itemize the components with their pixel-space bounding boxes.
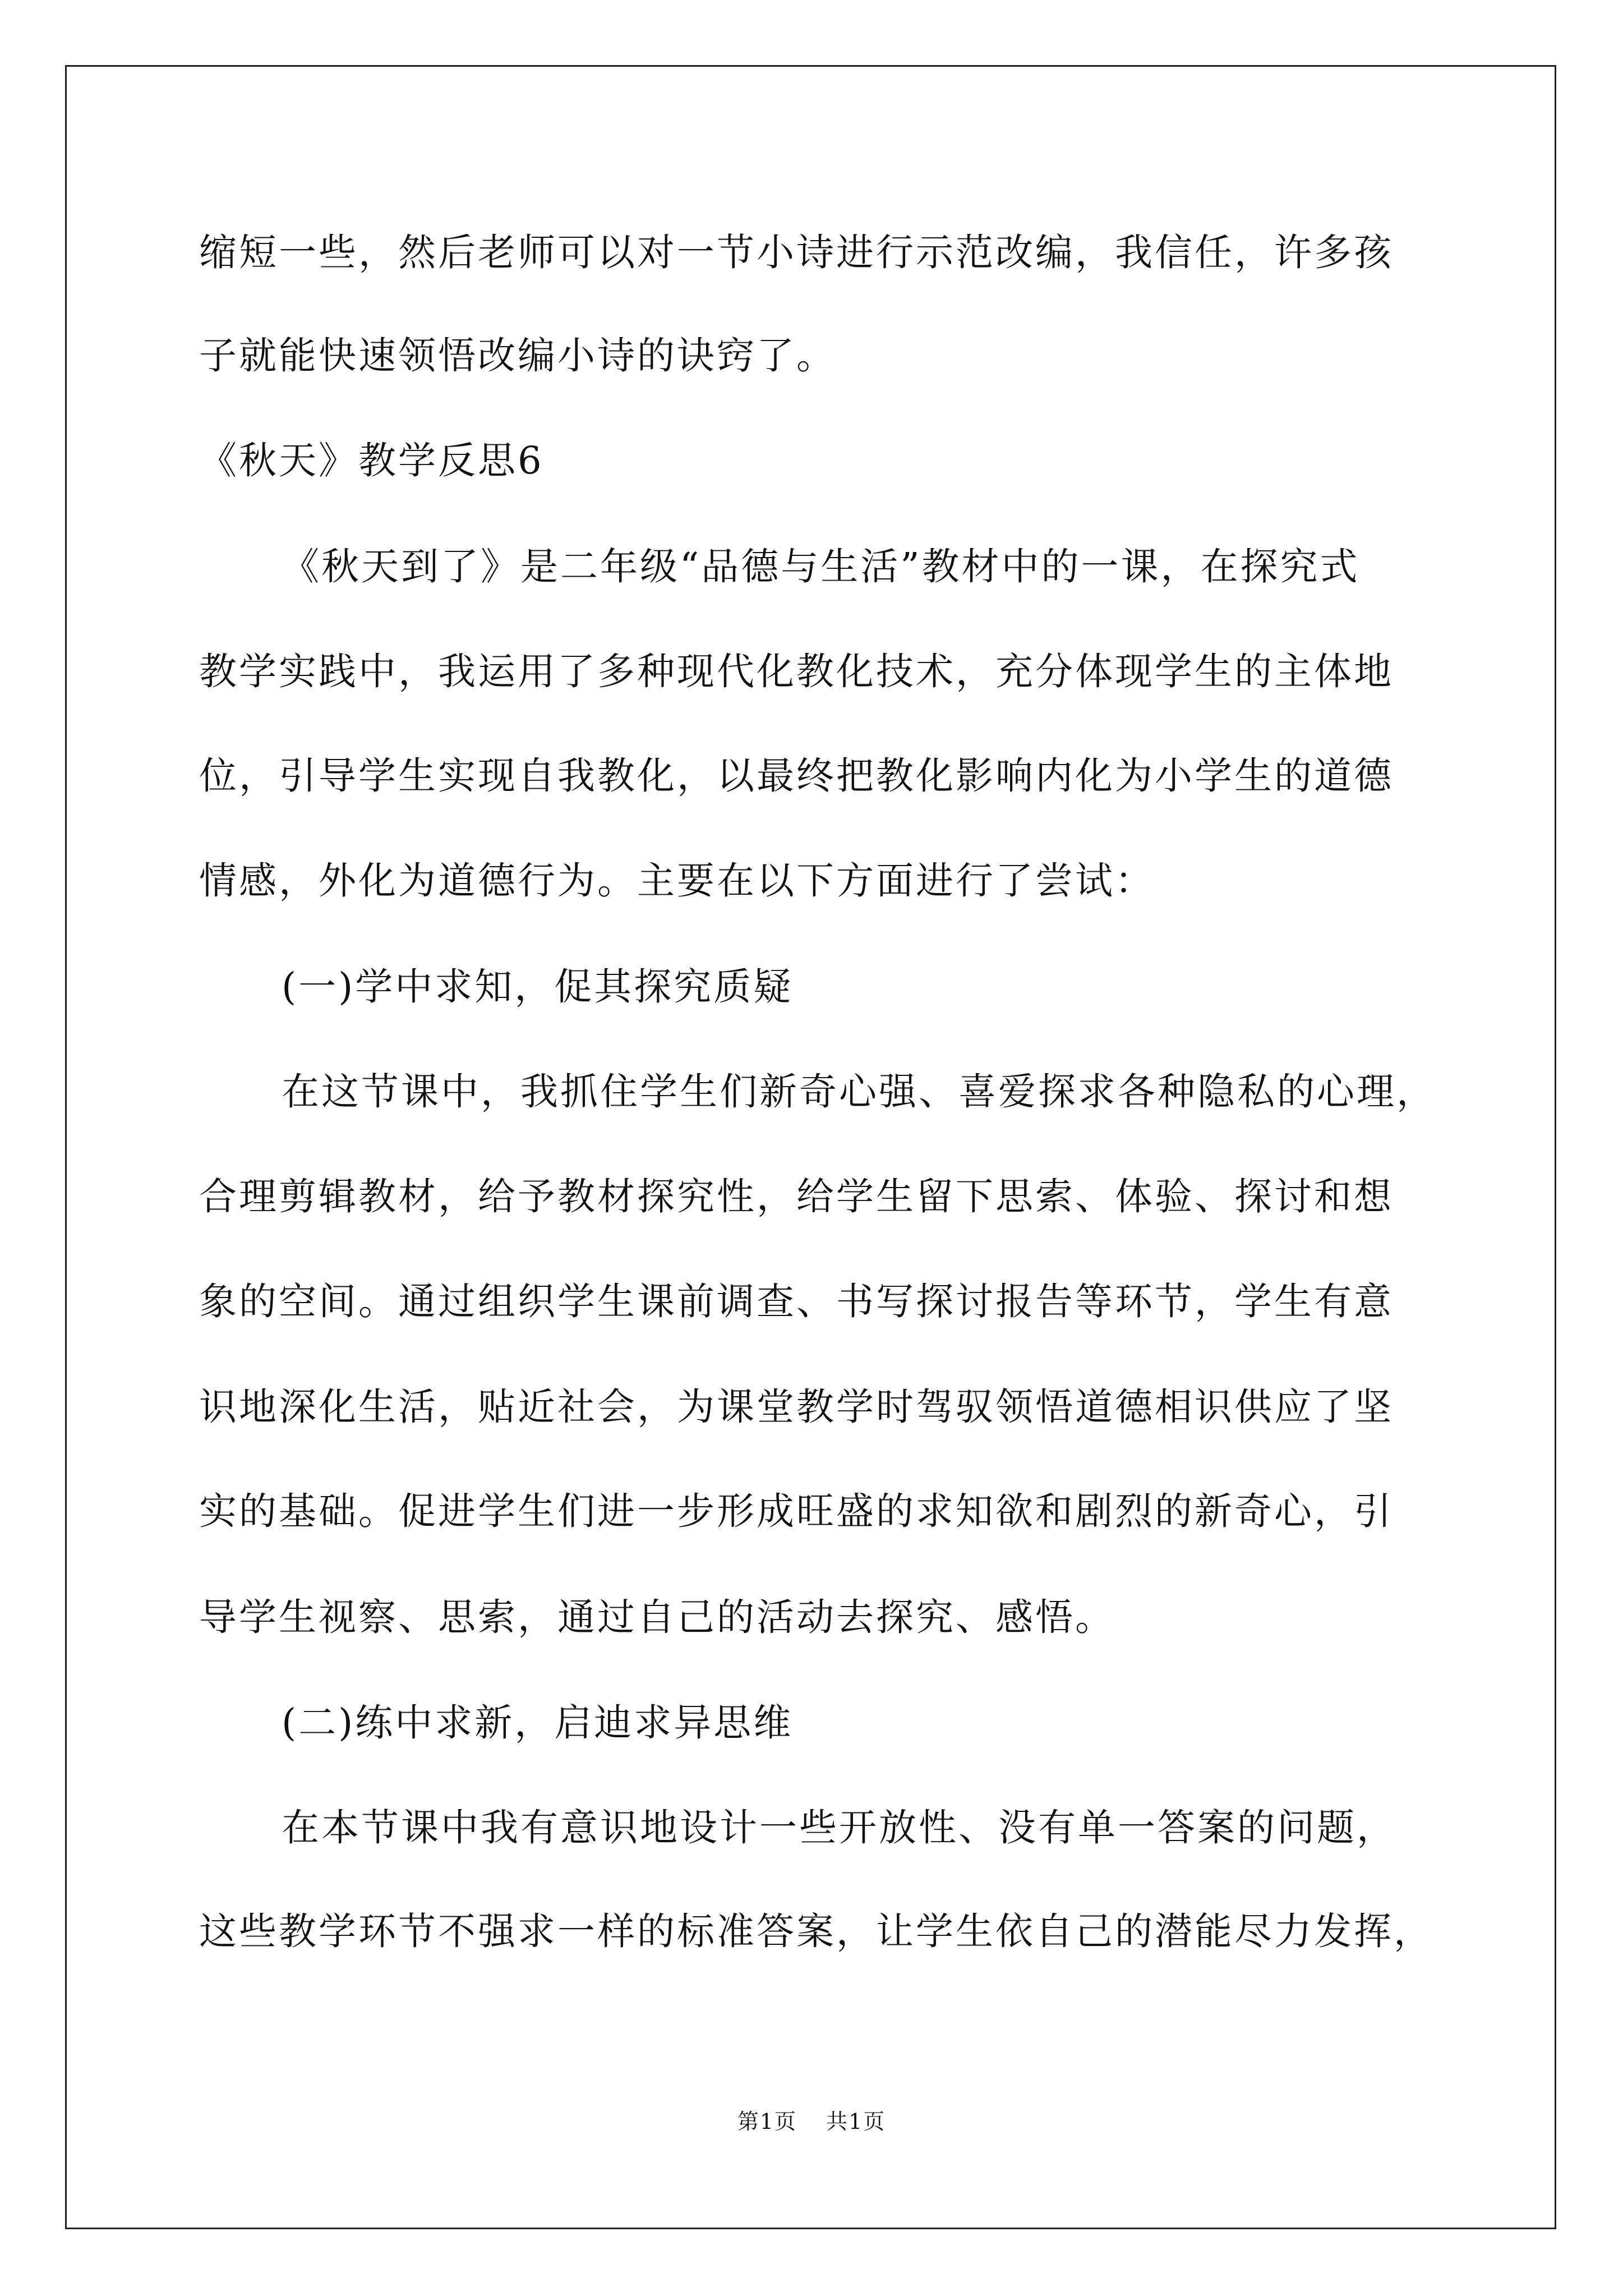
page-border — [65, 65, 1556, 2229]
paragraph-line: 教学实践中，我运用了多种现代化教化技术，充分体现学生的主体地 — [199, 650, 1394, 693]
paragraph-line: 这些教学环节不强求一样的标准答案，让学生依自己的潜能尽力发挥， — [199, 1910, 1433, 1953]
paragraph-line: 缩短一些，然后老师可以对一节小诗进行示范改编，我信任，许多孩 — [199, 231, 1394, 274]
paragraph-line: 在本节课中我有意识地设计一些开放性、没有单一答案的问题， — [282, 1806, 1396, 1849]
paragraph-line: 子就能快速领悟改编小诗的诀窍了。 — [199, 334, 836, 378]
paragraph-line: 导学生视察、思索，通过自己的活动去探究、感悟。 — [199, 1595, 1115, 1639]
section-heading: 《秋天》教学反思6 — [199, 439, 544, 482]
subheading: (一)学中求知，促其探究质疑 — [282, 965, 794, 1009]
paragraph-line: 识地深化生活，贴近社会，为课堂教学时驾驭领悟道德相识供应了坚 — [199, 1385, 1394, 1429]
subheading: (二)练中求新，启迪求异思维 — [282, 1701, 794, 1745]
paragraph-line: 在这节课中，我抓住学生们新奇心强、喜爱探求各种隐私的心理， — [282, 1070, 1436, 1114]
paragraph-line: 合理剪辑教材，给予教材探究性，给学生留下思索、体验、探讨和想 — [199, 1175, 1394, 1218]
paragraph-line: 《秋天到了》是二年级“品德与生活”教材中的一课，在探究式 — [282, 545, 1360, 588]
paragraph-line: 位，引导学生实现自我教化，以最终把教化影响内化为小学生的道德 — [199, 754, 1394, 798]
paragraph-line: 象的空间。通过组织学生课前调查、书写探讨报告等环节，学生有意 — [199, 1280, 1394, 1323]
paragraph-line: 实的基础。促进学生们进一步形成旺盛的求知欲和剧烈的新奇心，引 — [199, 1489, 1394, 1533]
paragraph-line: 情感，外化为道德行为。主要在以下方面进行了尝试： — [199, 859, 1155, 903]
page-number: 第1页 — [737, 2109, 797, 2134]
page-footer — [0, 2108, 1623, 2135]
page-total: 共1页 — [826, 2109, 886, 2134]
